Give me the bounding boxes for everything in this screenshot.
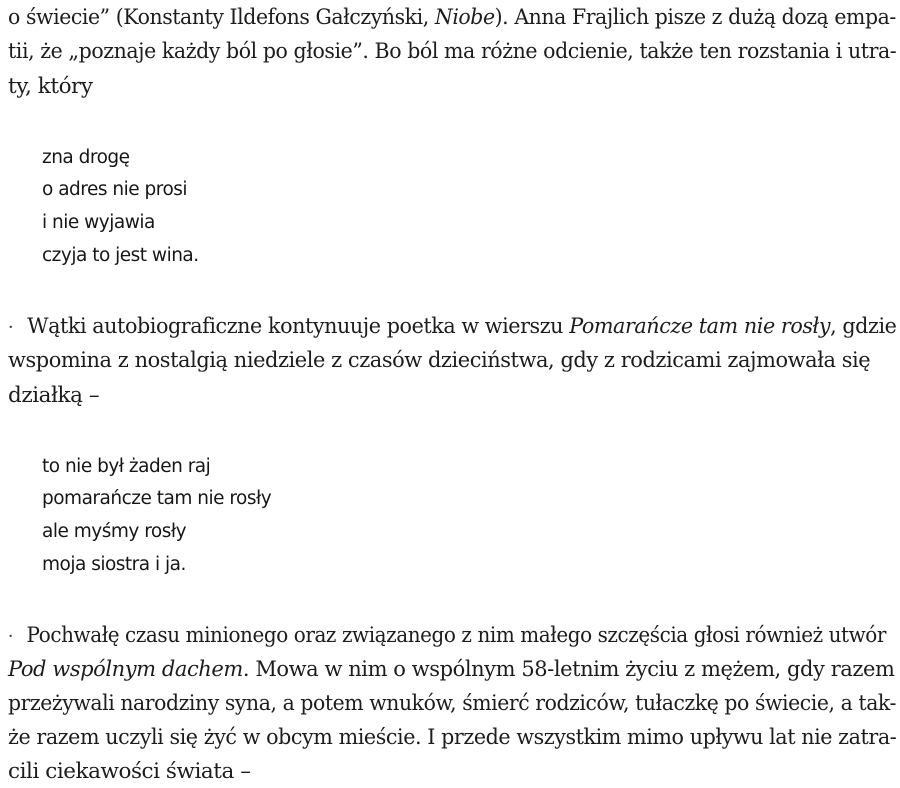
verse-1-line-3: i nie wyjawia (42, 212, 155, 233)
title-italic: Pod wspólnym dachem (8, 657, 243, 682)
text: , gdzie (830, 314, 897, 339)
verse-1-line-2: o adres nie prosi (42, 179, 188, 200)
text: o świecie” (Konstanty Ildefons Gałczyński, (8, 5, 435, 30)
title-italic: Pomarańcze tam nie rosły (569, 314, 831, 339)
paragraph-2-line-1 (8, 311, 896, 344)
paragraph-1-line-2: tii, że „poznaje każdy ból po głosie”. Bo ból ma różne odcienie, także ten rozstania i utra- (8, 39, 897, 64)
paragraph-3-line-1 (8, 620, 886, 653)
paragraph-3-line-4: że razem uczyli się żyć w obcym mieście. I przede wszystkim mimo upływu lat nie zatra- (8, 725, 897, 750)
paragraph-3-line-3: przeżywali narodziny syna, a potem wnuków, śmierć rodziców, tułaczkę po świecie, a tak- (8, 691, 896, 716)
verse-2-line-4: moja siostra i ja. (42, 554, 186, 575)
bullet-marker: · (8, 317, 14, 338)
verse-1-line-4: czyja to jest wina. (42, 245, 199, 266)
paragraph-1-line-3: ty, który (8, 74, 93, 99)
verse-2-line-2: pomarańcze tam nie rosły (42, 488, 272, 509)
text: ). Anna Frajlich pisze z dużą dozą empa- (494, 5, 896, 30)
paragraph-1-line-1 (8, 2, 896, 34)
paragraph-3-line-2 (8, 654, 894, 686)
paragraph-2-line-2: wspomina z nostalgią niedziele z czasów dzieciństwa, gdy z rodzicami zajmowała się (8, 348, 871, 373)
paragraph-3-line-5: cili ciekawości świata – (8, 759, 251, 784)
text: Pochwałę czasu minionego oraz związanego z nim małego szczęścia głosi również utwór (26, 623, 887, 648)
verse-2-line-1: to nie był żaden raj (42, 456, 211, 477)
verse-2-line-3: ale myśmy rosły (42, 521, 187, 542)
paragraph-2-line-3: działką – (8, 383, 100, 408)
text: . Mowa w nim o wspólnym 58-letnim życiu z mężem, gdy razem (242, 657, 895, 682)
verse-1-line-1: zna drogę (42, 147, 130, 168)
bullet-marker: · (8, 626, 13, 647)
text: Wątki autobiograficzne kontynuuje poetka w wierszu (27, 314, 570, 339)
title-italic: Niobe (434, 5, 495, 30)
